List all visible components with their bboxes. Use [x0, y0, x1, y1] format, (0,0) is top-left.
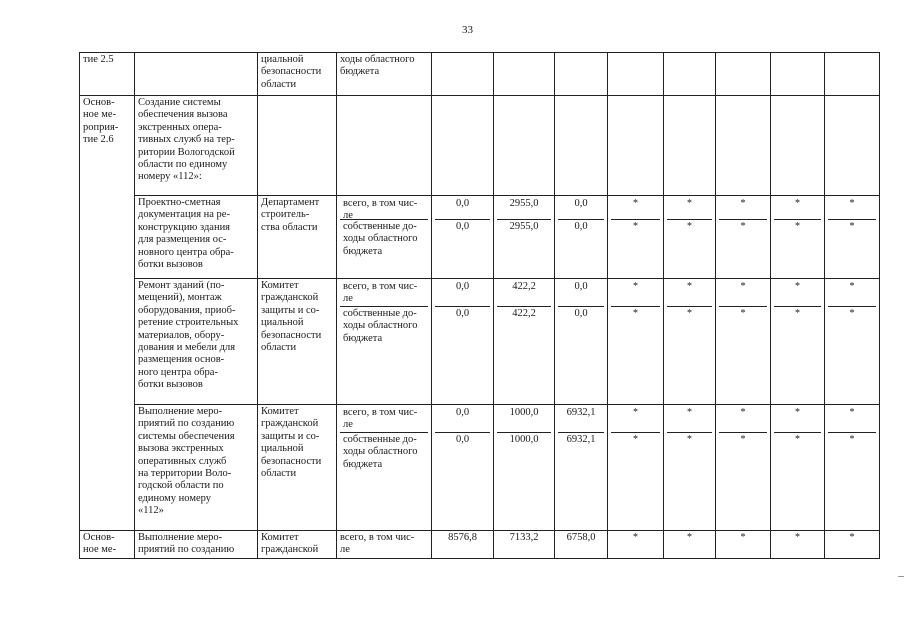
- value-own: 0,0: [574, 308, 588, 319]
- star-mark: *: [611, 406, 660, 433]
- funding-source-cell: [337, 279, 432, 405]
- star-mark: *: [774, 406, 821, 433]
- star-mark: *: [687, 221, 692, 232]
- value-cell: [825, 196, 880, 279]
- star-mark: *: [828, 406, 876, 433]
- value-total: 422,2: [497, 280, 551, 307]
- scan-edge-mark: [898, 576, 904, 577]
- star-mark: *: [687, 308, 692, 319]
- value-cell: [494, 53, 555, 96]
- value-total: 0,0: [435, 197, 490, 220]
- funding-source-cell: ходы областного бюджета: [337, 53, 432, 96]
- value-cell: [555, 196, 608, 279]
- value-cell: [432, 405, 494, 531]
- value-total: 0,0: [435, 406, 490, 433]
- executor-cell: Комитет гражданской: [258, 531, 337, 559]
- activity-code-cell: Основ- ное ме-: [80, 531, 135, 559]
- star-mark: *: [719, 406, 767, 433]
- value-cell: [494, 196, 555, 279]
- value-cell: [608, 96, 664, 196]
- value-own: 0,0: [455, 434, 470, 445]
- star-mark: *: [611, 280, 660, 307]
- value-cell: [608, 279, 664, 405]
- activity-name-cell: Проектно-сметная документация на ре- конструкцию здания для размещения ос- новного центра обра- ботки вызовов: [135, 196, 258, 279]
- executor-cell: Комитет гражданской защиты и со- циальной безопасности области: [258, 405, 337, 531]
- table-row: [80, 96, 880, 196]
- value-cell: [771, 53, 825, 96]
- value-own: 2955,0: [509, 221, 539, 232]
- star-mark: *: [667, 280, 712, 307]
- table-row: [80, 405, 880, 531]
- table-row: [80, 196, 880, 279]
- value-cell: [771, 279, 825, 405]
- value-total: 2955,0: [497, 197, 551, 220]
- star-mark: *: [719, 280, 767, 307]
- star-mark: *: [633, 221, 638, 232]
- star-mark: *: [740, 308, 746, 319]
- value-cell: [555, 279, 608, 405]
- star-mark: *: [667, 197, 712, 220]
- value-cell: [716, 279, 771, 405]
- star-mark: *: [774, 197, 821, 220]
- value-total: 0,0: [558, 280, 604, 307]
- value-cell: [555, 96, 608, 196]
- funding-own-label: собственные до- ходы областного бюджета: [343, 221, 418, 257]
- value-cell: [608, 53, 664, 96]
- value-cell: [608, 405, 664, 531]
- star-mark: *: [608, 531, 664, 559]
- value-cell: [664, 196, 716, 279]
- value-cell: [664, 96, 716, 196]
- executor-cell: Комитет гражданской защиты и со- циальной безопасности области: [258, 279, 337, 405]
- funding-total-label: всего, в том чис- ле: [340, 280, 428, 307]
- value-total: 0,0: [435, 280, 490, 307]
- value-own: 0,0: [455, 221, 470, 232]
- executor-cell: Департамент строитель- ства области: [258, 196, 337, 279]
- table-row: [80, 279, 880, 405]
- star-mark: *: [716, 531, 771, 559]
- funding-total-label: всего, в том чис- ле: [340, 406, 428, 433]
- value-cell: [432, 279, 494, 405]
- star-mark: *: [687, 434, 692, 445]
- program-activities-table: [79, 52, 880, 559]
- value-cell: [432, 53, 494, 96]
- executor-cell: [258, 96, 337, 196]
- value-cell: [664, 53, 716, 96]
- star-mark: *: [633, 434, 638, 445]
- table-row: [80, 531, 880, 559]
- star-mark: *: [795, 308, 800, 319]
- funding-own-label: собственные до- ходы областного бюджета: [343, 434, 418, 470]
- activity-name-cell: Ремонт зданий (по- мещений), монтаж оборудования, приоб- ретение строительных материалов, обору- дования и мебели для размещения основ- ного центра обра- ботки вызовов: [135, 279, 258, 405]
- funding-source-cell: [337, 405, 432, 531]
- value-own: 0,0: [574, 221, 588, 232]
- funding-source-cell: [337, 96, 432, 196]
- activity-code-cell: Основ- ное ме- роприя- тие 2.6: [80, 96, 135, 531]
- value-total: 7133,2: [494, 531, 555, 559]
- star-mark: *: [664, 531, 716, 559]
- value-cell: [825, 96, 880, 196]
- value-cell: [555, 405, 608, 531]
- funding-own-label: собственные до- ходы областного бюджета: [343, 308, 418, 344]
- activity-name-cell: Выполнение меро- приятий по созданию: [135, 531, 258, 559]
- value-cell: [494, 279, 555, 405]
- value-cell: [825, 53, 880, 96]
- activity-name-cell: Создание системы обеспечения вызова экстренных опера- тивных служб на тер- ритории Вологодской области по единому номеру «112»:: [135, 96, 258, 196]
- value-cell: [716, 405, 771, 531]
- value-total: 1000,0: [497, 406, 551, 433]
- value-cell: [716, 96, 771, 196]
- value-cell: [432, 96, 494, 196]
- star-mark: *: [740, 434, 746, 445]
- star-mark: *: [849, 434, 855, 445]
- value-cell: [494, 96, 555, 196]
- value-cell: [664, 405, 716, 531]
- star-mark: *: [828, 280, 876, 307]
- activity-name-cell: [135, 53, 258, 96]
- star-mark: *: [825, 531, 880, 559]
- value-total: 6758,0: [555, 531, 608, 559]
- value-total: 6932,1: [558, 406, 604, 433]
- value-cell: [771, 405, 825, 531]
- value-cell: [608, 196, 664, 279]
- value-own: 0,0: [455, 308, 470, 319]
- value-total: 8576,8: [432, 531, 494, 559]
- funding-source-cell: [337, 196, 432, 279]
- funding-source-cell: всего, в том чис- ле: [337, 531, 432, 559]
- value-cell: [432, 196, 494, 279]
- star-mark: *: [611, 197, 660, 220]
- value-cell: [664, 279, 716, 405]
- star-mark: *: [719, 197, 767, 220]
- executor-cell: циальной безопасности области: [258, 53, 337, 96]
- value-own: 1000,0: [509, 434, 539, 445]
- star-mark: *: [740, 221, 746, 232]
- activity-code-cell: тие 2.5: [80, 53, 135, 96]
- value-cell: [716, 196, 771, 279]
- value-total: 0,0: [558, 197, 604, 220]
- star-mark: *: [828, 197, 876, 220]
- star-mark: *: [795, 221, 800, 232]
- value-cell: [825, 405, 880, 531]
- star-mark: *: [667, 406, 712, 433]
- value-cell: [825, 279, 880, 405]
- star-mark: *: [771, 531, 825, 559]
- star-mark: *: [795, 434, 800, 445]
- activity-name-cell: Выполнение меро- приятий по созданию системы обеспечения вызова экстренных оперативных служб на территории Воло- годской области по единому номеру «112»: [135, 405, 258, 531]
- funding-total-label: всего, в том чис- ле: [340, 197, 428, 220]
- star-mark: *: [849, 221, 855, 232]
- star-mark: *: [849, 308, 855, 319]
- star-mark: *: [633, 308, 638, 319]
- page-number: 33: [462, 24, 473, 36]
- value-own: 422,2: [512, 308, 536, 319]
- value-cell: [494, 405, 555, 531]
- table-row: [80, 53, 880, 96]
- value-cell: [771, 196, 825, 279]
- value-cell: [771, 96, 825, 196]
- value-cell: [555, 53, 608, 96]
- value-cell: [716, 53, 771, 96]
- star-mark: *: [774, 280, 821, 307]
- value-own: 6932,1: [566, 434, 596, 445]
